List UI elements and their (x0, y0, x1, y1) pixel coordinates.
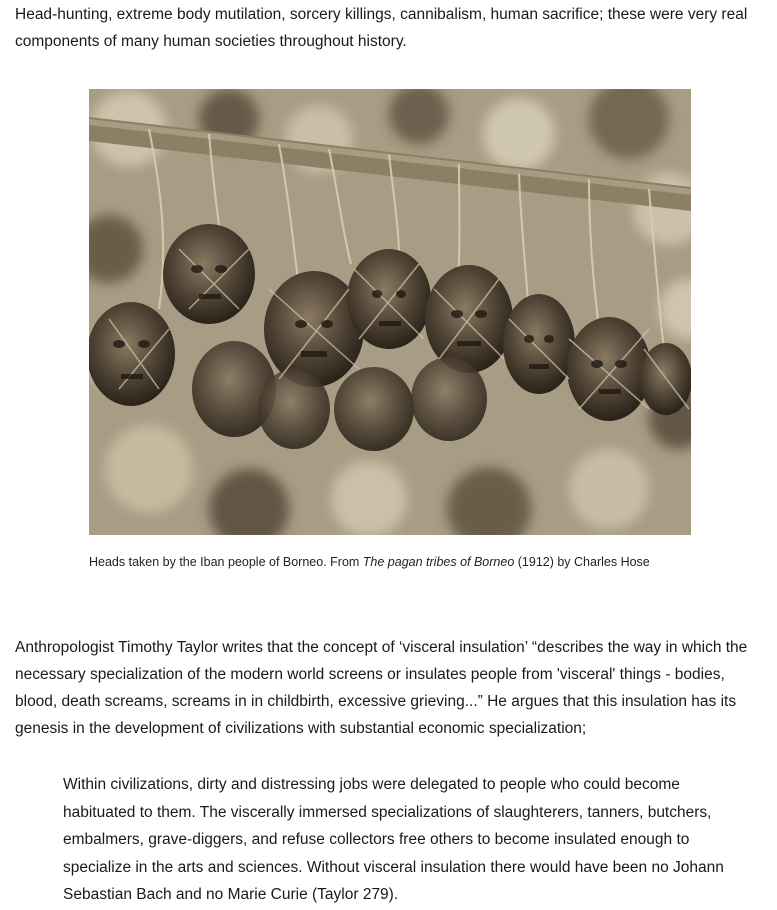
photo-illustration (89, 89, 691, 535)
caption-book-title: The pagan tribes of Borneo (362, 555, 515, 569)
intro-paragraph: Head-hunting, extreme body mutilation, sorcery killings, cannibalism, human sacrifice; these were very real components of many human societies throughout history. (15, 6, 748, 50)
block-quote: Within civilizations, dirty and distressing jobs were delegated to people who could become habituated to them. The viscerally immersed specializations of slaughterers, tanners, butchers, embalmers, grave-diggers, and refuse collectors free others to become insulated enough to specialize in the arts and sciences. Without visceral insulation there would have been no Johann Sebastian Bach and no Marie Curie (Taylor 279). (63, 776, 724, 903)
body-paragraph: Anthropologist Timothy Taylor writes that the concept of ‘visceral insulation’ “describes the way in which the necessary specialization of the modern world screens or insulates people from 'visceral' things - bodies, blood, death screams, screams in in childbirth, excessive grieving...” He argues that this insulation has its genesis in the development of civilizations with substantial economic specialization; (15, 639, 748, 737)
caption-prefix: Heads taken by the Iban people of Borneo. From (89, 555, 363, 569)
caption-suffix: (1912) by Charles Hose (514, 555, 650, 569)
historical-photo (89, 89, 691, 535)
figure-caption (89, 553, 729, 571)
